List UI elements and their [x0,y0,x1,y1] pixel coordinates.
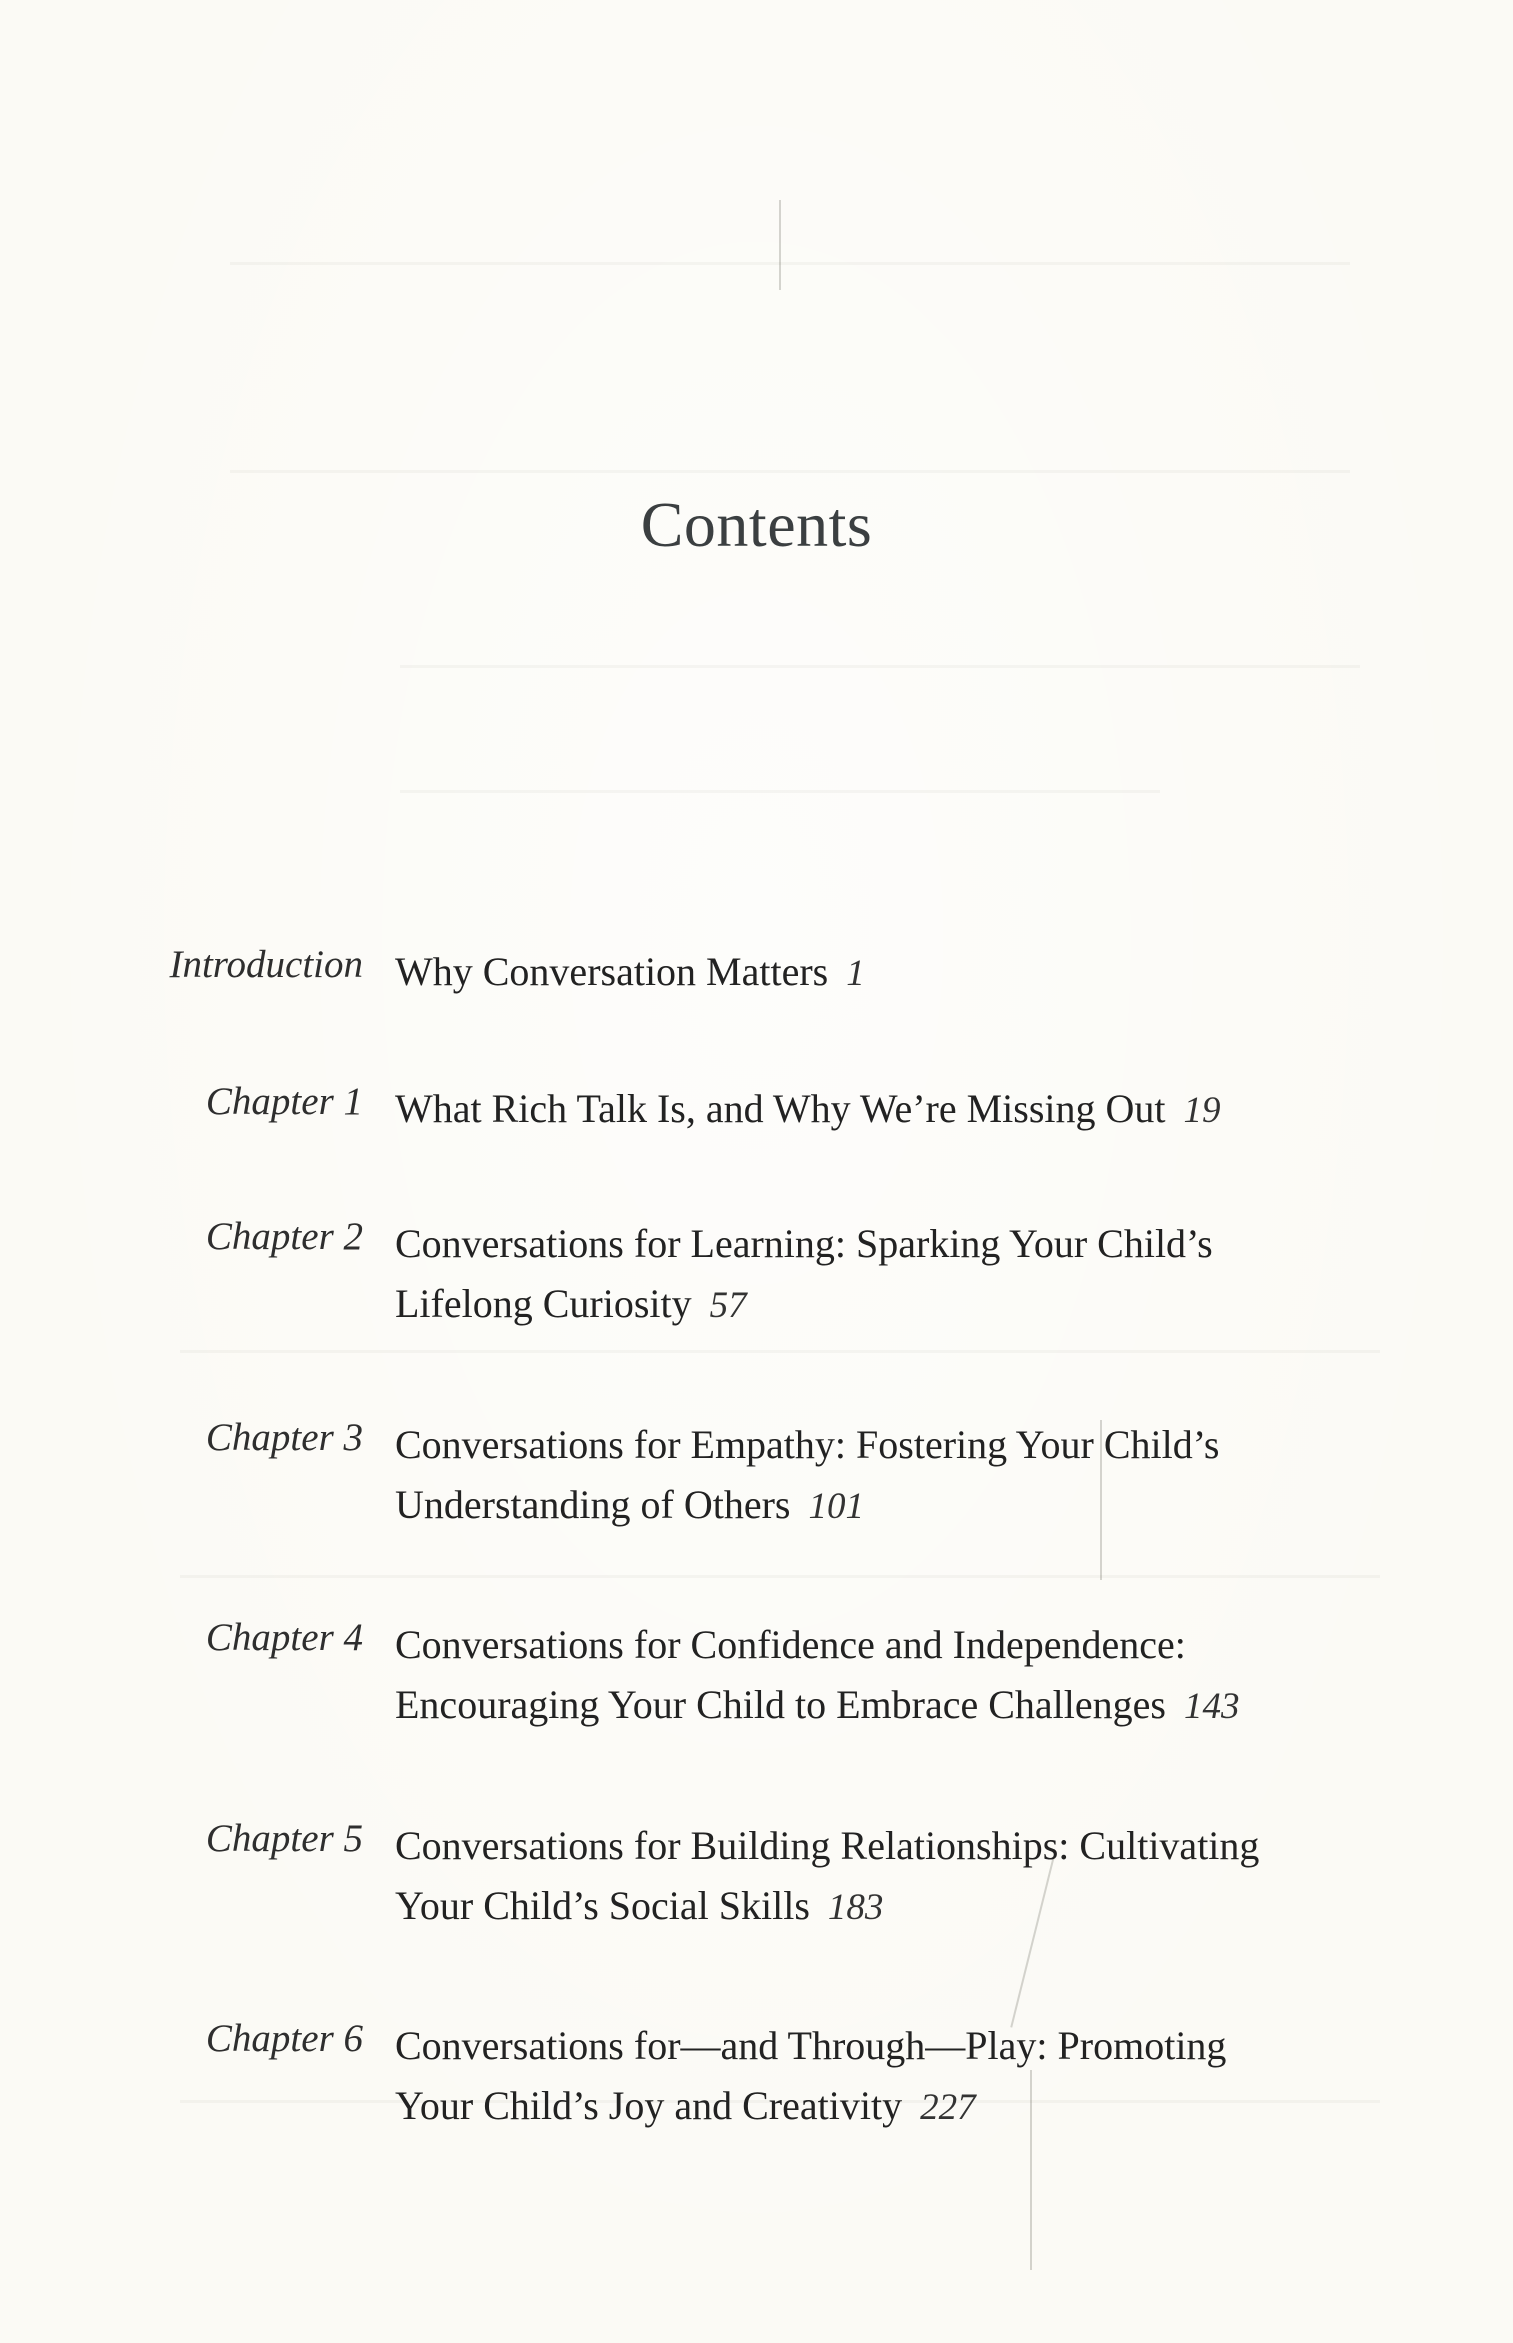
toc-entry-title-text: Lifelong Curiosity [395,1281,692,1326]
toc-entry-label: Chapter 5 [205,1817,363,1860]
toc-entry-title [395,1816,1415,1938]
bleed-through-mark [180,1350,1380,1353]
bleed-through-mark [400,665,1360,668]
toc-entry-title [395,2016,1415,2138]
toc-entry-title-line: Conversations for Empathy: Fostering Your Child’s [395,1422,1220,1467]
bleed-through-mark [180,1575,1380,1578]
toc-entry-title [395,1214,1415,1336]
toc-entry-label: Chapter 4 [205,1616,363,1659]
toc-entry-label: Chapter 2 [205,1215,363,1258]
toc-entry-title-line [395,1876,1415,1938]
toc-entry-title-text: What Rich Talk Is, and Why We’re Missing Out [395,1086,1166,1131]
toc-entry-title-text: Understanding of Others [395,1482,791,1527]
toc-entry-page-number: 101 [808,1486,864,1527]
toc-entry-page-number: 183 [827,1887,884,1928]
toc-entry-page-number: 227 [920,2087,976,2128]
toc-entry-title-text: Your Child’s Social Skills [395,1883,810,1928]
toc-entry-title-line [395,1675,1415,1737]
page-title: Contents [640,489,873,560]
toc-entry-title-line: Conversations for Building Relationships: Cultivating [395,1823,1260,1868]
toc-entry-label: Chapter 1 [205,1080,363,1123]
toc-entry-title-line: Conversations for Confidence and Independence: [395,1622,1186,1667]
toc-entry-title-line: Conversations for Learning: Sparking Your Child’s [395,1221,1213,1266]
toc-entry-title-line [395,2076,1415,2138]
toc-entry-title [395,1415,1415,1537]
toc-entry-title-line [395,1079,1415,1141]
toc-entry-title [395,942,1415,1004]
toc-entry-title-text: Your Child’s Joy and Creativity [395,2083,903,2128]
toc-entry-page-number: 143 [1183,1686,1240,1727]
bleed-through-mark [400,790,1160,793]
toc-entry-title-text: Encouraging Your Child to Embrace Challenges [395,1682,1166,1727]
toc-entry-title-line [395,1475,1415,1537]
toc-entry-label: Chapter 3 [205,1416,363,1459]
paper-crease-mark [779,200,781,290]
toc-entry-title [395,1615,1415,1737]
toc-entry-title-line [395,1274,1415,1336]
bleed-through-mark [230,262,1350,265]
toc-entry-page-number: 19 [1183,1090,1221,1131]
toc-entry-page-number: 57 [709,1285,747,1326]
toc-entry-label: Introduction [169,943,363,986]
bleed-through-mark [230,470,1350,473]
toc-entry-title [395,1079,1415,1141]
toc-entry-title-line: Conversations for—and Through—Play: Promoting [395,2023,1227,2068]
toc-entry-title-line [395,942,1415,1004]
toc-entry-label: Chapter 6 [205,2017,363,2060]
toc-entry-title-text: Why Conversation Matters [395,949,829,994]
toc-entry-page-number: 1 [846,953,865,994]
